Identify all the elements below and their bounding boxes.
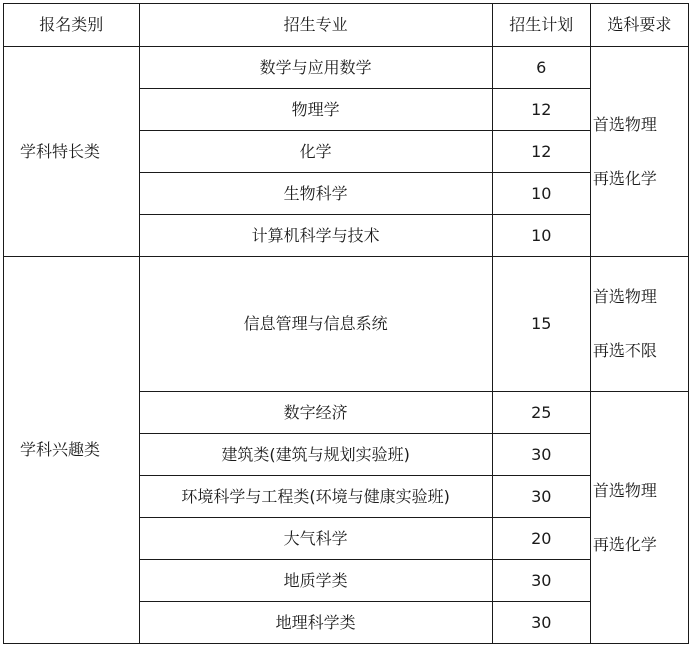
requirement-line: 再选化学	[592, 534, 657, 554]
major-cell: 地理科学类	[139, 602, 492, 644]
requirement-line: 再选化学	[592, 168, 657, 188]
major-cell: 大气科学	[139, 518, 492, 560]
major-cell: 建筑类(建筑与规划实验班)	[139, 434, 492, 476]
requirement-cell	[590, 257, 688, 392]
quota-cell: 20	[492, 518, 590, 560]
quota-cell: 30	[492, 434, 590, 476]
category-cell: 学科兴趣类	[4, 257, 140, 644]
major-cell: 数字经济	[139, 392, 492, 434]
table-row	[4, 47, 689, 89]
header-major: 招生专业	[139, 4, 492, 47]
requirement-cell	[590, 47, 688, 257]
header-requirement: 选科要求	[590, 4, 688, 47]
major-cell: 生物科学	[139, 173, 492, 215]
header-quota: 招生计划	[492, 4, 590, 47]
requirement-line: 首选物理	[592, 114, 657, 134]
quota-cell: 25	[492, 392, 590, 434]
quota-cell: 12	[492, 89, 590, 131]
requirement-line: 首选物理	[592, 287, 657, 306]
quota-cell: 30	[492, 602, 590, 644]
header-category: 报名类别	[4, 4, 140, 47]
major-cell: 化学	[139, 131, 492, 173]
major-cell: 环境科学与工程类(环境与健康实验班)	[139, 476, 492, 518]
quota-cell: 30	[492, 560, 590, 602]
major-cell: 信息管理与信息系统	[139, 257, 492, 392]
major-cell: 地质学类	[139, 560, 492, 602]
requirement-line: 再选不限	[592, 341, 657, 360]
quota-cell: 6	[492, 47, 590, 89]
major-cell: 计算机科学与技术	[139, 215, 492, 257]
major-cell: 物理学	[139, 89, 492, 131]
header-row	[4, 4, 689, 47]
requirement-line: 首选物理	[592, 480, 657, 500]
requirement-cell	[590, 392, 688, 644]
admissions-table	[3, 3, 689, 644]
quota-cell: 10	[492, 173, 590, 215]
quota-cell: 30	[492, 476, 590, 518]
category-cell: 学科特长类	[4, 47, 140, 257]
major-cell: 数学与应用数学	[139, 47, 492, 89]
quota-cell: 12	[492, 131, 590, 173]
quota-cell: 15	[492, 257, 590, 392]
quota-cell: 10	[492, 215, 590, 257]
table-row	[4, 257, 689, 392]
